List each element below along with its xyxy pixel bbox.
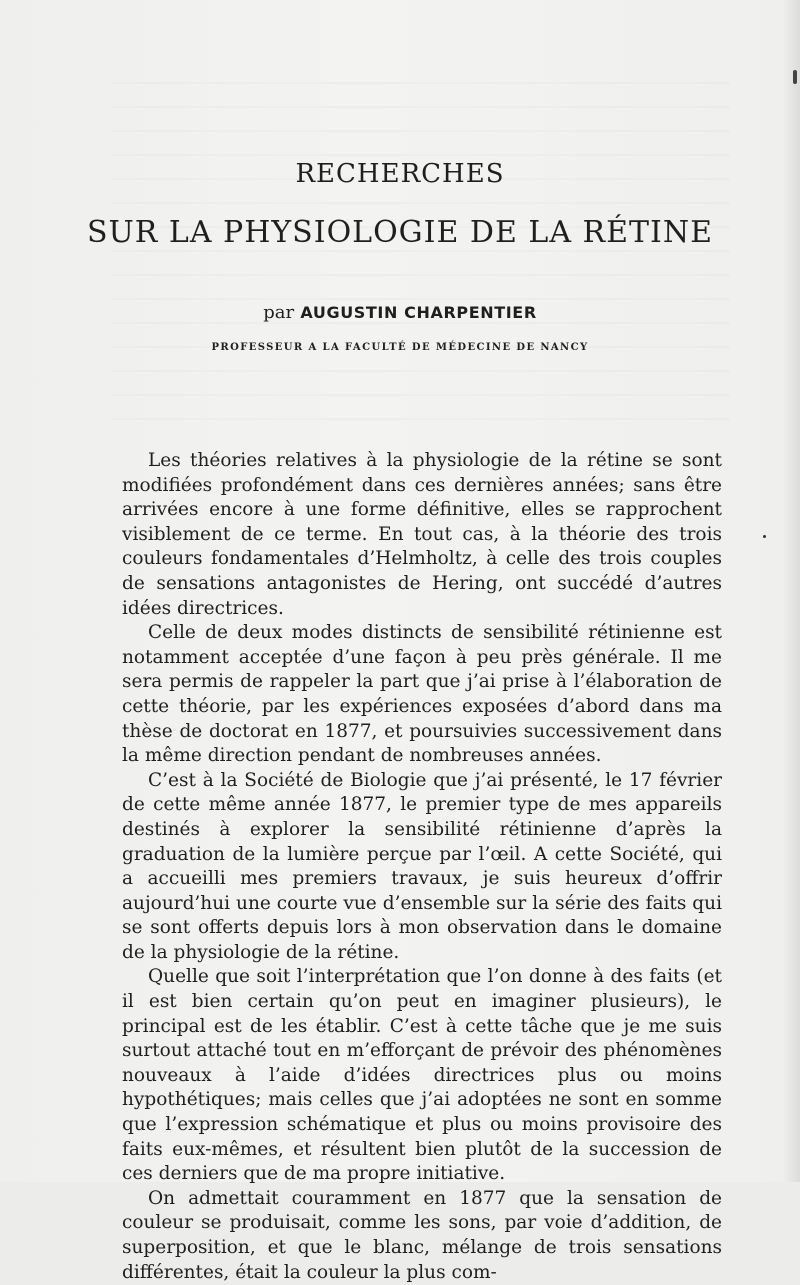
margin-mark <box>793 70 797 84</box>
article-body <box>122 449 722 1285</box>
author-prefix: par <box>263 302 295 323</box>
paragraph: Quelle que soit l’interprétation que l’on donne à des faits (et il est bien certain qu’on peut en imaginer plusieurs), le principal est de les établir. C’est à cette tâche que je me suis surtout attaché tout en m’efforçant de prévoir des phénomènes nouveaux à l’aide d’idées directrices plus ou moins hypothétiques; mais celles que j’ai adoptées ne sont en somme que l’expression schématique et plus ou moins provisoire des faits eux-mêmes, et résultent bien plutôt de la succession de ces derniers que de ma propre initiative. <box>122 966 722 1185</box>
paragraph: On admettait couramment en 1877 que la sensation de couleur se produisait, comme les sons, par voie d’addition, de superposition, et que le blanc, mélange de trois sensations différentes, était la couleur la plus com- <box>122 1187 722 1283</box>
paragraph: C’est à la Société de Biologie que j’ai présenté, le 17 février de cette même année 1877, le premier type de mes appareils destinés à explorer la sensibilité rétinienne d’après la graduation de la lumière perçue par l’œil. A cette Société, qui a accueilli mes premiers travaux, je suis heureux d’offrir aujourd’hui une courte vue d’ensemble sur la série des faits qui se sont offerts depuis lors à mon observation dans le domaine de la physiologie de la rétine. <box>122 769 722 963</box>
author-line <box>0 302 800 323</box>
paragraph: Celle de deux modes distincts de sensibilité rétinienne est notamment acceptée d’une façon à peu près générale. Il me sera permis de rappeler la part que j’ai prise à l’élaboration de cette théorie, par les expériences exposées d’abord dans ma thèse de doctorat en 1877, et poursuivies successivement dans la même direction pendant de nombreuses années. <box>122 622 722 767</box>
author-name: AUGUSTIN CHARPENTIER <box>300 303 537 322</box>
article-title-line-2: SUR LA PHYSIOLOGIE DE LA RÉTINE <box>86 215 714 250</box>
article-title-line-1: RECHERCHES <box>295 159 505 189</box>
stray-mark <box>763 535 766 538</box>
paragraph: Les théories relatives à la physiologie de la rétine se sont modifiées profondément dans ces dernières années; sans être arrivées encore à une forme définitive, elles se rapprochent visiblement de ce terme. En tout cas, à la théorie des trois couleurs fondamentales d’Helmholtz, à celle des trois couples de sensations antagonistes de Hering, ont succédé d’autres idées directrices. <box>122 450 722 619</box>
show-through-texture <box>110 60 730 440</box>
author-affiliation: PROFESSEUR A LA FACULTÉ DE MÉDECINE DE NANCY <box>211 342 589 353</box>
